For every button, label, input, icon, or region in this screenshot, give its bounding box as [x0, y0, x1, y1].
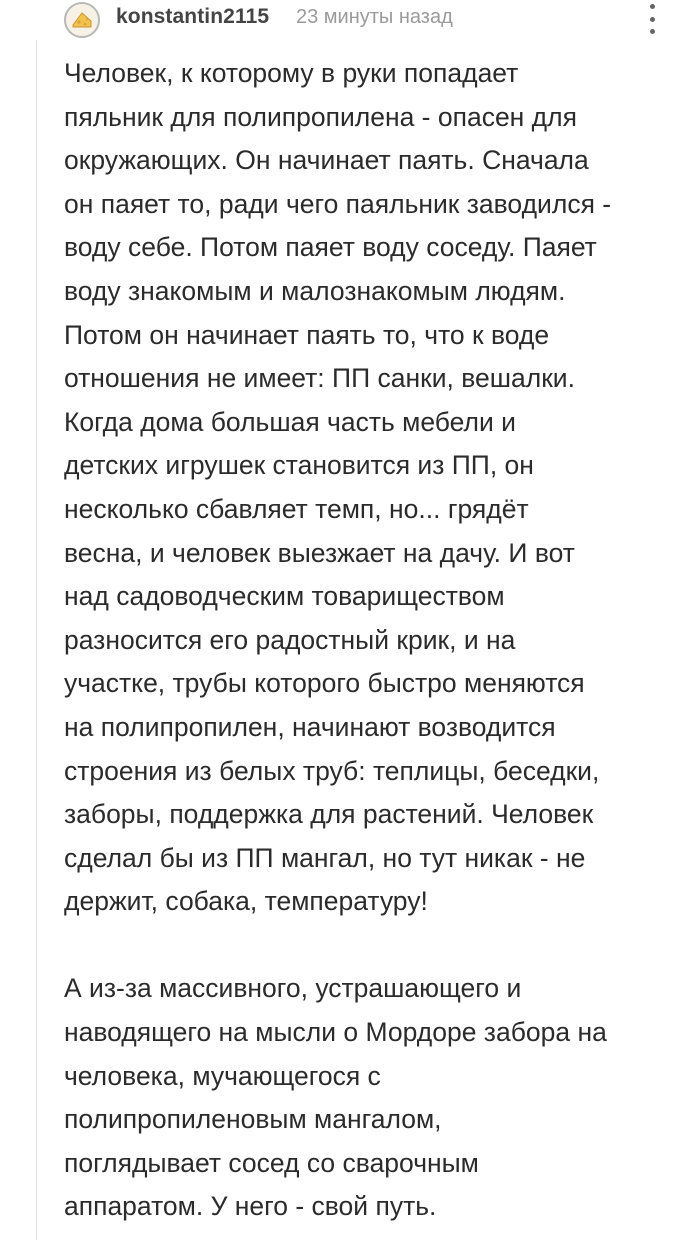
comment-timestamp[interactable]: 23 минуты назад [296, 6, 453, 28]
vertical-dots-icon [650, 4, 655, 9]
avatar-cheese-icon [66, 4, 98, 36]
more-options-button[interactable] [640, 2, 664, 36]
avatar[interactable] [64, 2, 100, 38]
comment-paragraph: А из-за массивного, устрашающего и наводящего на мысли о Мордоре забора на человека, мучающегося с полипропиленовым мангалом, поглядывает сосед со сварочным аппаратом. У него - свой путь. [64, 973, 607, 1222]
comment-author[interactable]: konstantin2115 [116, 5, 270, 28]
comment-paragraph: Человек, к которому в руки попадает пяльник для полипропилена - опасен для окружающих. Он начинает паять. Сначала он паяет то, ради чего паяльник заводился - воду себе. Потом паяет воду соседу. Паяет воду знакомым и малознакомым людям. Потом он начинает паять то, что к воде отношения не имеет: ПП санки, вешалки. Когда дома большая часть мебели и детских игрушек становится из ПП, он несколько сбавляет темп, но... грядёт весна, и человек выезжает на дачу. И вот над садоводческим товариществом разносится его радостный крик, и на участке, трубы которого быстро меняются на полипропилен, начинают возводится строения из белых труб: теплицы, беседки, заборы, поддержка для растений. Человек сделал бы из ПП мангал, но тут никак - не держит, собака, температуру! [64, 58, 612, 917]
comment-header [64, 0, 684, 38]
comment-body [64, 52, 688, 1229]
comment-thread-line [36, 40, 37, 1240]
